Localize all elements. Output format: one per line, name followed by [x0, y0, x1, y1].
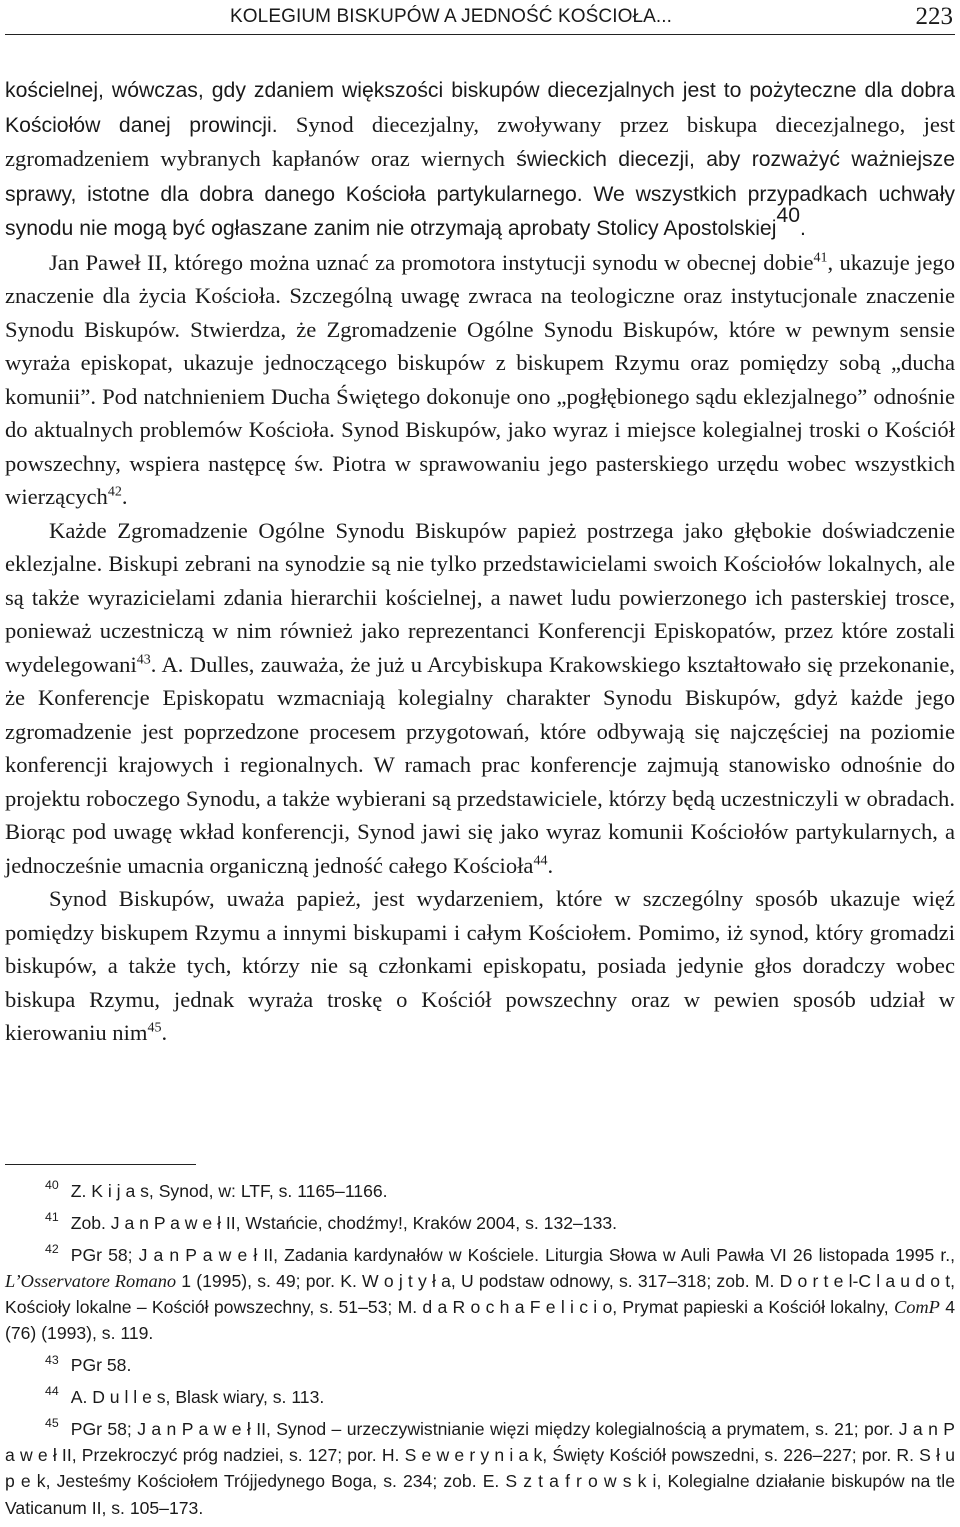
footnote-ref-42: 42: [107, 484, 122, 500]
paragraph-2-end: .: [121, 484, 128, 509]
footnote-41: [5, 1210, 955, 1236]
footnote-44: [5, 1384, 955, 1410]
paragraph-2-part-a: Jan Paweł II, którego można uznać za promotora instytucji synodu w obecnej dobie: [49, 249, 814, 275]
page-number: 223: [915, 3, 953, 30]
footnote-text: PGr 58; J a n P a w e ł II, Synod – urzeczywistnianie więzi między kolegialnością a prymatem, s. 21; por. J a n P a w e ł II, Przekroczyć próg nadziei, s. 127; por. H. S e w e r y n i a k, Święty Kościół powszedni, s. 226–227; por. R. S ł u p e k, Jesteśmy Kościołem Trójjedynego Boga, s. 234; zob. E. S z t a f r o w s k i, Kolegialne działanie biskupów na tle Vaticanum II, s. 105–173.: [5, 1418, 955, 1518]
footnote-40: [5, 1178, 955, 1204]
footnote-text-a: PGr 58; J a n P a w e ł II, Zadania kardynałów w Kościele. Liturgia Słowa w Auli Pawła VI 26 listopada 1995 r.,: [70, 1244, 955, 1265]
paragraph-3: [5, 514, 955, 883]
running-title: KOLEGIUM BISKUPÓW A JEDNOŚĆ KOŚCIOŁA...: [230, 6, 673, 27]
main-text: [5, 73, 955, 1050]
footnote-number: 45: [45, 1416, 59, 1431]
paragraph-1-end: .: [799, 217, 806, 240]
footnote-ref-43: 43: [136, 651, 151, 667]
footnote-ref-45: 45: [147, 1020, 162, 1036]
paragraph-3-end: .: [547, 852, 554, 878]
footnote-ref-40: 40: [776, 203, 800, 227]
paragraph-3-part-a: Każde Zgromadzenie Ogólne Synodu Biskupów papież postrzega jako głębokie doświadczenie eklezjalne. Biskupi zebrani na synodzie są nie tylko przedstawicielami swoich Kościołów lokalnych, ale są także wyrazicielami zdania hierarchii kościelnej, a nawet ludu powierzonego ich pasterskiej trosce, ponieważ uczestniczą w nim również jako reprezentanci Konferencji Episkopatów, przez które zostali wydelegowani: [5, 517, 955, 677]
footnote-separator: [5, 1164, 196, 1165]
paragraph-2-part-b: , ukazuje jego znaczenie dla życia Kościoła. Szczególną uwagę zwraca na teologiczne oraz instytucjonale znaczenie Synodu Biskupów. Stwierdza, że Zgromadzenie Ogólne Synodu Biskupów, które w pewnym sensie wyraża episkopat, ukazuje jednoczącego biskupów z biskupem Rzymu oraz pomiędzy sobą „ducha komunii”. Pod natchnieniem Ducha Świętego dokonuje ono „pogłębionego sądu eklezjalnego” odnośnie do aktualnych problemów Kościoła. Synod Biskupów, jako wyraz i miejsce kolegialnej troski o Kościół powszechny, wspiera następcę św. Piotra w sprawowaniu jego pasterskiego urzędu wobec wszystkich wierzących: [5, 249, 955, 509]
footnote-42: [5, 1242, 955, 1347]
footnote-text-c: 4 (76) (1993), s. 119.: [5, 1297, 955, 1344]
paragraph-1-part-a: kościelnej, wówczas, gdy zdaniem większości biskupów diecezjalnych jest to pożyteczne dla dobra Kościołów danej prowincji.: [5, 79, 955, 137]
footnote-text: PGr 58.: [70, 1355, 132, 1376]
paragraph-2: [5, 246, 955, 514]
footnote-text: Z. K i j a s, Synod, w: LTF, s. 1165–1166.: [70, 1181, 388, 1201]
paragraph-1-part-b: Synod diecezjalny, zwoływany przez biskupa diecezjalnego, jest zgromadzeniem wybranych kapłanów oraz wiernych: [5, 111, 955, 171]
footnote-number: 41: [45, 1210, 59, 1225]
footnote-ref-41: 41: [813, 249, 828, 265]
paragraph-4-part-a: Synod Biskupów, uważa papież, jest wydarzeniem, które w szczególny sposób ukazuje więź pomiędzy biskupem Rzymu a innymi biskupami i całym Kościołem. Pomimo, iż synod, który gromadzi biskupów, a także tych, którzy nie są członkami episkopatu, posiada jedynie głos doradczy wobec biskupa Rzymu, jednak wyraża troskę o Kościół powszechny oraz w pewien sposób udział w kierowaniu nim: [5, 886, 955, 1045]
running-header: [5, 4, 955, 35]
footnote-text-b: 1 (1995), s. 49; por. K. W o j t y ł a, U podstaw odnowy, s. 317–318; zob. M. D o r t e l-C l a u d o t, Kościoły lokalne – Kościół powszechny, s. 51–53; M. d a R o c h a F e l i c i o, Prymat papieski a Kościół lokalny,: [5, 1270, 956, 1318]
footnote-number: 40: [45, 1178, 59, 1193]
footnote-43: [5, 1352, 955, 1378]
paragraph-4: [5, 882, 955, 1050]
paragraph-4-end: .: [161, 1020, 168, 1045]
paragraph-1: [5, 73, 955, 246]
footnote-number: 44: [45, 1384, 59, 1399]
footnotes: [5, 1178, 955, 1527]
paragraph-3-part-b: . A. Dulles, zauważa, że już u Arcybiskupa Krakowskiego kształtowało się przekonanie, że Konferencje Episkopatu wzmacniają kolegialny charakter Synodu Biskupów, gdyż każde jego zgromadzenie jest poprzedzone procesem przygotowań, które odbywają się najczęściej na poziomie konferencji krajowych i regionalnych. W ramach prac konferencje zajmują stanowisko odnośnie do projektu roboczego Synodu, a także wybierani są przedstawiciele, którzy będą uczestniczyli w obradach. Biorąc pod uwagę wkład konferencji, Synod jawi się jako wyraz komunii Kościołów partykularnych, a jednocześnie umacnia organiczną jedność całego Kościoła: [5, 651, 955, 878]
footnote-italic-journal: ComP: [893, 1297, 940, 1318]
footnote-45: [5, 1416, 955, 1521]
footnote-number: 43: [45, 1352, 59, 1367]
footnote-italic-title: L’Osservatore Romano: [5, 1270, 177, 1291]
footnote-number: 42: [45, 1241, 59, 1256]
paragraph-1-part-c: świeckich diecezji, aby rozważyć ważniejsze sprawy, istotne dla dobra danego Kościoła partykularnego. We wszystkich przypadkach uchwały synodu nie mogą być ogłaszane zanim nie otrzymają aprobaty Stolicy Apostolskiej: [5, 148, 955, 240]
footnote-ref-44: 44: [533, 852, 548, 868]
footnote-text: A. D u l l e s, Blask wiary, s. 113.: [70, 1387, 325, 1408]
footnote-text: Zob. J a n P a w e ł II, Wstańcie, chodźmy!, Kraków 2004, s. 132–133.: [70, 1212, 618, 1233]
